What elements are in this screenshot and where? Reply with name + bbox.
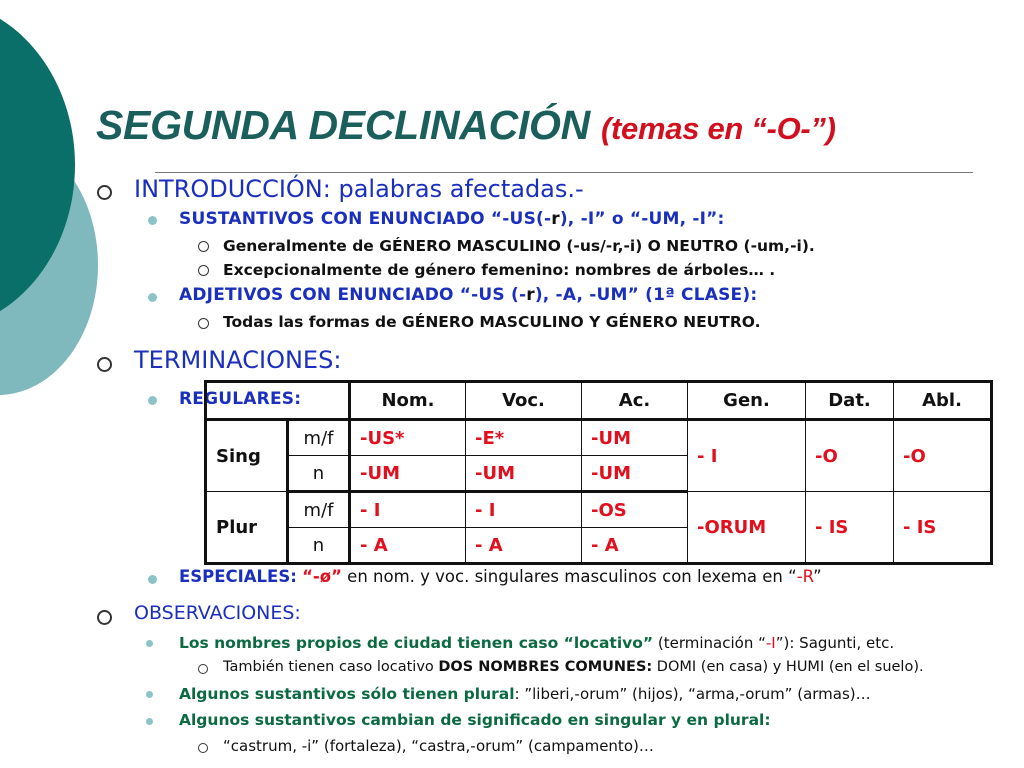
table-cell: - A xyxy=(350,528,466,564)
table-cell: -UM xyxy=(350,456,466,492)
ring-bullet-icon xyxy=(198,241,209,252)
table-cell: - A xyxy=(582,528,688,564)
text-segment: “ xyxy=(758,634,766,652)
text-segment: ): Sagunti, etc. xyxy=(783,634,895,652)
text-segment: Los nombres propios de ciudad tienen caso “locativo” xyxy=(179,634,654,652)
ring-bullet-icon xyxy=(198,743,208,753)
intro-sust-item: Generalmente de GÉNERO MASCULINO (-us/-r,-i) O NEUTRO (-um,-i). xyxy=(223,237,815,255)
table-cell: -O xyxy=(894,420,992,492)
dot-bullet-icon xyxy=(148,216,157,225)
table-row xyxy=(206,492,992,528)
obs-plural xyxy=(179,685,871,703)
text-segment: ” xyxy=(775,634,784,652)
intro-sust-item: Excepcionalmente de género femenino: nombres de árboles… . xyxy=(223,261,776,279)
table-cell: - A xyxy=(466,528,582,564)
header-cell: Nom. xyxy=(350,382,466,420)
table-cell: -E* xyxy=(466,420,582,456)
table-header-row xyxy=(206,382,992,420)
dot-bullet-icon xyxy=(146,640,153,647)
text-segment: SUSTANTIVOS CON ENUNCIADO “-US(- xyxy=(179,209,552,229)
text-segment: -R xyxy=(796,567,814,586)
text-segment: (terminación xyxy=(653,634,759,652)
text-segment: “ xyxy=(788,567,797,586)
header-cell: Gen. xyxy=(688,382,806,420)
text-segment: en nom. y voc. singulares masculinos con lexema en xyxy=(341,567,789,586)
declension-table xyxy=(204,380,993,565)
row-label-plur: Plur xyxy=(206,492,288,564)
table-row xyxy=(206,420,992,456)
header-cell: Ac. xyxy=(582,382,688,420)
dot-bullet-icon xyxy=(148,293,157,302)
ring-bullet-icon xyxy=(198,664,208,674)
obs-significado: Algunos sustantivos cambian de significado en singular y en plural: xyxy=(179,711,771,729)
title-divider xyxy=(155,172,973,173)
obs-locativo-sub xyxy=(223,659,924,675)
gender-cell: m/f xyxy=(288,492,350,528)
gender-cell: n xyxy=(288,456,350,492)
gender-cell: n xyxy=(288,528,350,564)
text-segment: r xyxy=(551,209,560,229)
gender-cell: m/f xyxy=(288,420,350,456)
header-cell: Voc. xyxy=(466,382,582,420)
dot-bullet-icon xyxy=(148,396,157,405)
table-cell: -UM xyxy=(582,456,688,492)
header-cell: Dat. xyxy=(806,382,894,420)
table-cell: - I xyxy=(688,420,806,492)
text-segment: DOS NOMBRES COMUNES: xyxy=(438,659,653,675)
text-segment: : ”liberi,-orum” (hijos), “arma,-orum” (armas)… xyxy=(514,685,871,703)
header-cell: Abl. xyxy=(894,382,992,420)
text-segment: ), -I” o “-UM, -I”: xyxy=(559,209,725,229)
table-cell: -ORUM xyxy=(688,492,806,564)
text-segment: r xyxy=(526,285,535,305)
intro-sustantivos xyxy=(179,209,725,229)
ring-bullet-icon xyxy=(198,318,209,329)
ring-bullet-icon xyxy=(97,185,112,200)
ring-bullet-icon xyxy=(97,610,112,625)
table-cell: -UM xyxy=(466,456,582,492)
row-label-sing: Sing xyxy=(206,420,288,492)
ring-bullet-icon xyxy=(198,265,209,276)
table-cell: -US* xyxy=(350,420,466,456)
obs-heading: OBSERVACIONES: xyxy=(134,602,301,624)
intro-adjetivos xyxy=(179,285,757,305)
text-segment: ), -A, -UM” (1ª CLASE): xyxy=(534,285,758,305)
dot-bullet-icon xyxy=(146,718,153,725)
table-cell: -O xyxy=(806,420,894,492)
table-cell: -OS xyxy=(582,492,688,528)
table-cell: - I xyxy=(466,492,582,528)
ring-bullet-icon xyxy=(97,357,112,372)
text-segment: DOMI (en casa) y HUMI (en el suelo). xyxy=(652,659,924,675)
table-cell: - IS xyxy=(806,492,894,564)
dot-bullet-icon xyxy=(148,575,157,584)
term-regulares-label: REGULARES: xyxy=(179,389,302,409)
text-segment: También tienen caso locativo xyxy=(223,659,439,675)
table-cell: -UM xyxy=(582,420,688,456)
table-corner xyxy=(206,382,350,420)
title-main: SEGUNDA DECLINACIÓN xyxy=(96,102,590,148)
intro-adj-item: Todas las formas de GÉNERO MASCULINO Y GÉNERO NEUTRO. xyxy=(223,313,761,331)
intro-heading: INTRODUCCIÓN: palabras afectadas.- xyxy=(134,175,584,203)
text-segment: Algunos sustantivos sólo tienen plural xyxy=(179,685,515,703)
term-heading: TERMINACIONES: xyxy=(134,346,342,374)
term-especiales xyxy=(179,567,822,586)
text-segment: ” xyxy=(813,567,822,586)
text-segment: ADJETIVOS CON ENUNCIADO “-US (- xyxy=(179,285,527,305)
table-cell: - I xyxy=(350,492,466,528)
slide-title xyxy=(96,102,836,149)
obs-significado-sub: “castrum, -i” (fortaleza), “castra,-orum” (campamento)… xyxy=(223,737,654,755)
dot-bullet-icon xyxy=(146,691,153,698)
text-segment: ESPECIALES: xyxy=(179,567,297,586)
text-segment: “-ø” xyxy=(302,567,342,586)
text-segment: -I xyxy=(765,634,776,652)
obs-locativo xyxy=(179,634,894,652)
title-sub: (temas en “-O-”) xyxy=(601,111,836,146)
table-cell: - IS xyxy=(894,492,992,564)
